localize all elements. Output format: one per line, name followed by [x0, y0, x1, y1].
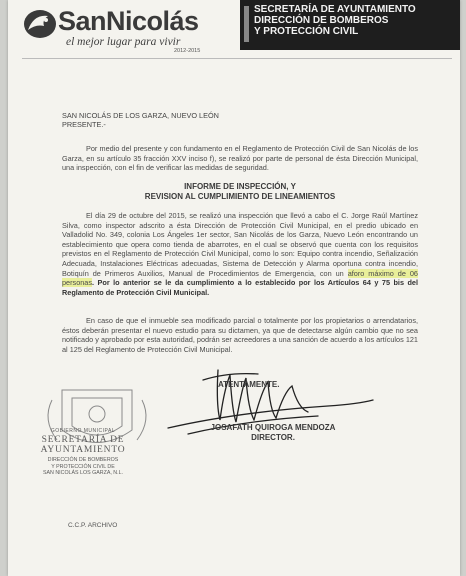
inspection-text: El día 29 de octubre del 2015, se realizó una inspección que llevó a cabo el C. Jorge Raúl Martínez Silva, como inspector adscrito a ésta Dirección de Protección Civil Municipal, en el predio ubicado en Valladolid No. 349, colonia Los Ángeles 1er sector, San Nicolás de los Garza, Nuevo León encontrando un establecimiento que opera como tienda de abarrotes, en el cual se observó que cuenta con los requisitos previstos en el Reglamento de Protección Civil Municipal, como lo son: Equipo contra incendio, Señalización Adecuada, Instalaciones Eléctricas adecuadas, Sistema de Detección y Alarma oportuna contra incendio, Botiquín de Primeros Auxilios, Manual de Procedimientos de Emergencia, con un	[62, 211, 418, 278]
seal-text	[8, 428, 158, 477]
highlighted-capacity: aforo máximo de 06 personas	[62, 268, 418, 288]
report-title-line-2: REVISION AL CUMPLIMIENTO DE LINEAMIENTOS	[144, 192, 336, 201]
logo-years: 2012-2015	[174, 48, 201, 54]
san-nicolas-logo	[22, 6, 218, 54]
seal-line-3: SAN NICOLÁS LOS GARZA, N.L.	[42, 470, 124, 476]
inspection-paragraph	[62, 211, 418, 297]
closing-text: ATENTAMENTE.	[218, 380, 280, 389]
report-title-line-1: INFORME DE INSPECCIÓN, Y	[184, 182, 296, 191]
seal-main-text: SECRETARÍA DE AYUNTAMIENTO	[40, 435, 126, 455]
signatory-title: DIRECTOR.	[251, 433, 295, 442]
signatory-block	[188, 423, 358, 443]
department-banner	[240, 0, 460, 50]
logo-tagline: el mejor lugar para vivir	[66, 36, 181, 48]
seal-line-1: DIRECCIÓN DE BOMBEROS	[47, 457, 119, 463]
addressee-presente: PRESENTE.-	[62, 120, 106, 129]
report-title	[62, 182, 418, 202]
document-page	[8, 0, 460, 576]
banner-line: DIRECCIÓN DE BOMBEROS	[254, 15, 389, 26]
copy-archive: C.C.P. ARCHIVO	[68, 522, 118, 529]
seal-line-2: Y PROTECCIÓN CIVIL DE	[51, 463, 115, 470]
seal-top-text: GOBIERNO MUNICIPAL	[50, 428, 116, 434]
modification-paragraph: En caso de que el inmueble sea modificado parcial o totalmente por los propietarios o arrendatarios, éstos deberán presentar el nuevo estudio para su dictamen, ya que de detectarse algún cambio que no sea notificado y aprobado por esta autoridad, podrán ser acreedores a una sanción de acuerdo a los artículos 121 al 125 del Reglamento de Protección Civil Municipal.	[62, 316, 418, 354]
banner-line: Y PROTECCIÓN CIVIL	[254, 26, 359, 37]
logo-brand: SanNicolás	[58, 6, 199, 36]
addressee-city: SAN NICOLÁS DE LOS GARZA, NUEVO LEÓN	[62, 111, 219, 120]
addressee-block	[62, 111, 219, 129]
header-divider	[22, 58, 452, 59]
signatory-name: JOSAFATH QUIROGA MENDOZA	[210, 423, 336, 432]
letterhead	[8, 0, 460, 60]
intro-paragraph: Por medio del presente y con fundamento en el Reglamento de Protección Civil de San Nicolás de los Garza, en su artículo 35 fracción XXV inciso f), se realizó por parte de personal de ésta Dirección Municipal, una inspección, con el fin de verificar las medidas de seguridad.	[62, 144, 418, 173]
lion-emblem-icon	[22, 8, 60, 40]
banner-line: SECRETARÍA DE AYUNTAMIENTO	[254, 4, 416, 15]
compliance-statement: . Por lo anterior se le da cumplimiento a lo establecido por los Artículos 64 y 75 bis del Reglamento de Protección Civil Municipal.	[62, 278, 418, 297]
